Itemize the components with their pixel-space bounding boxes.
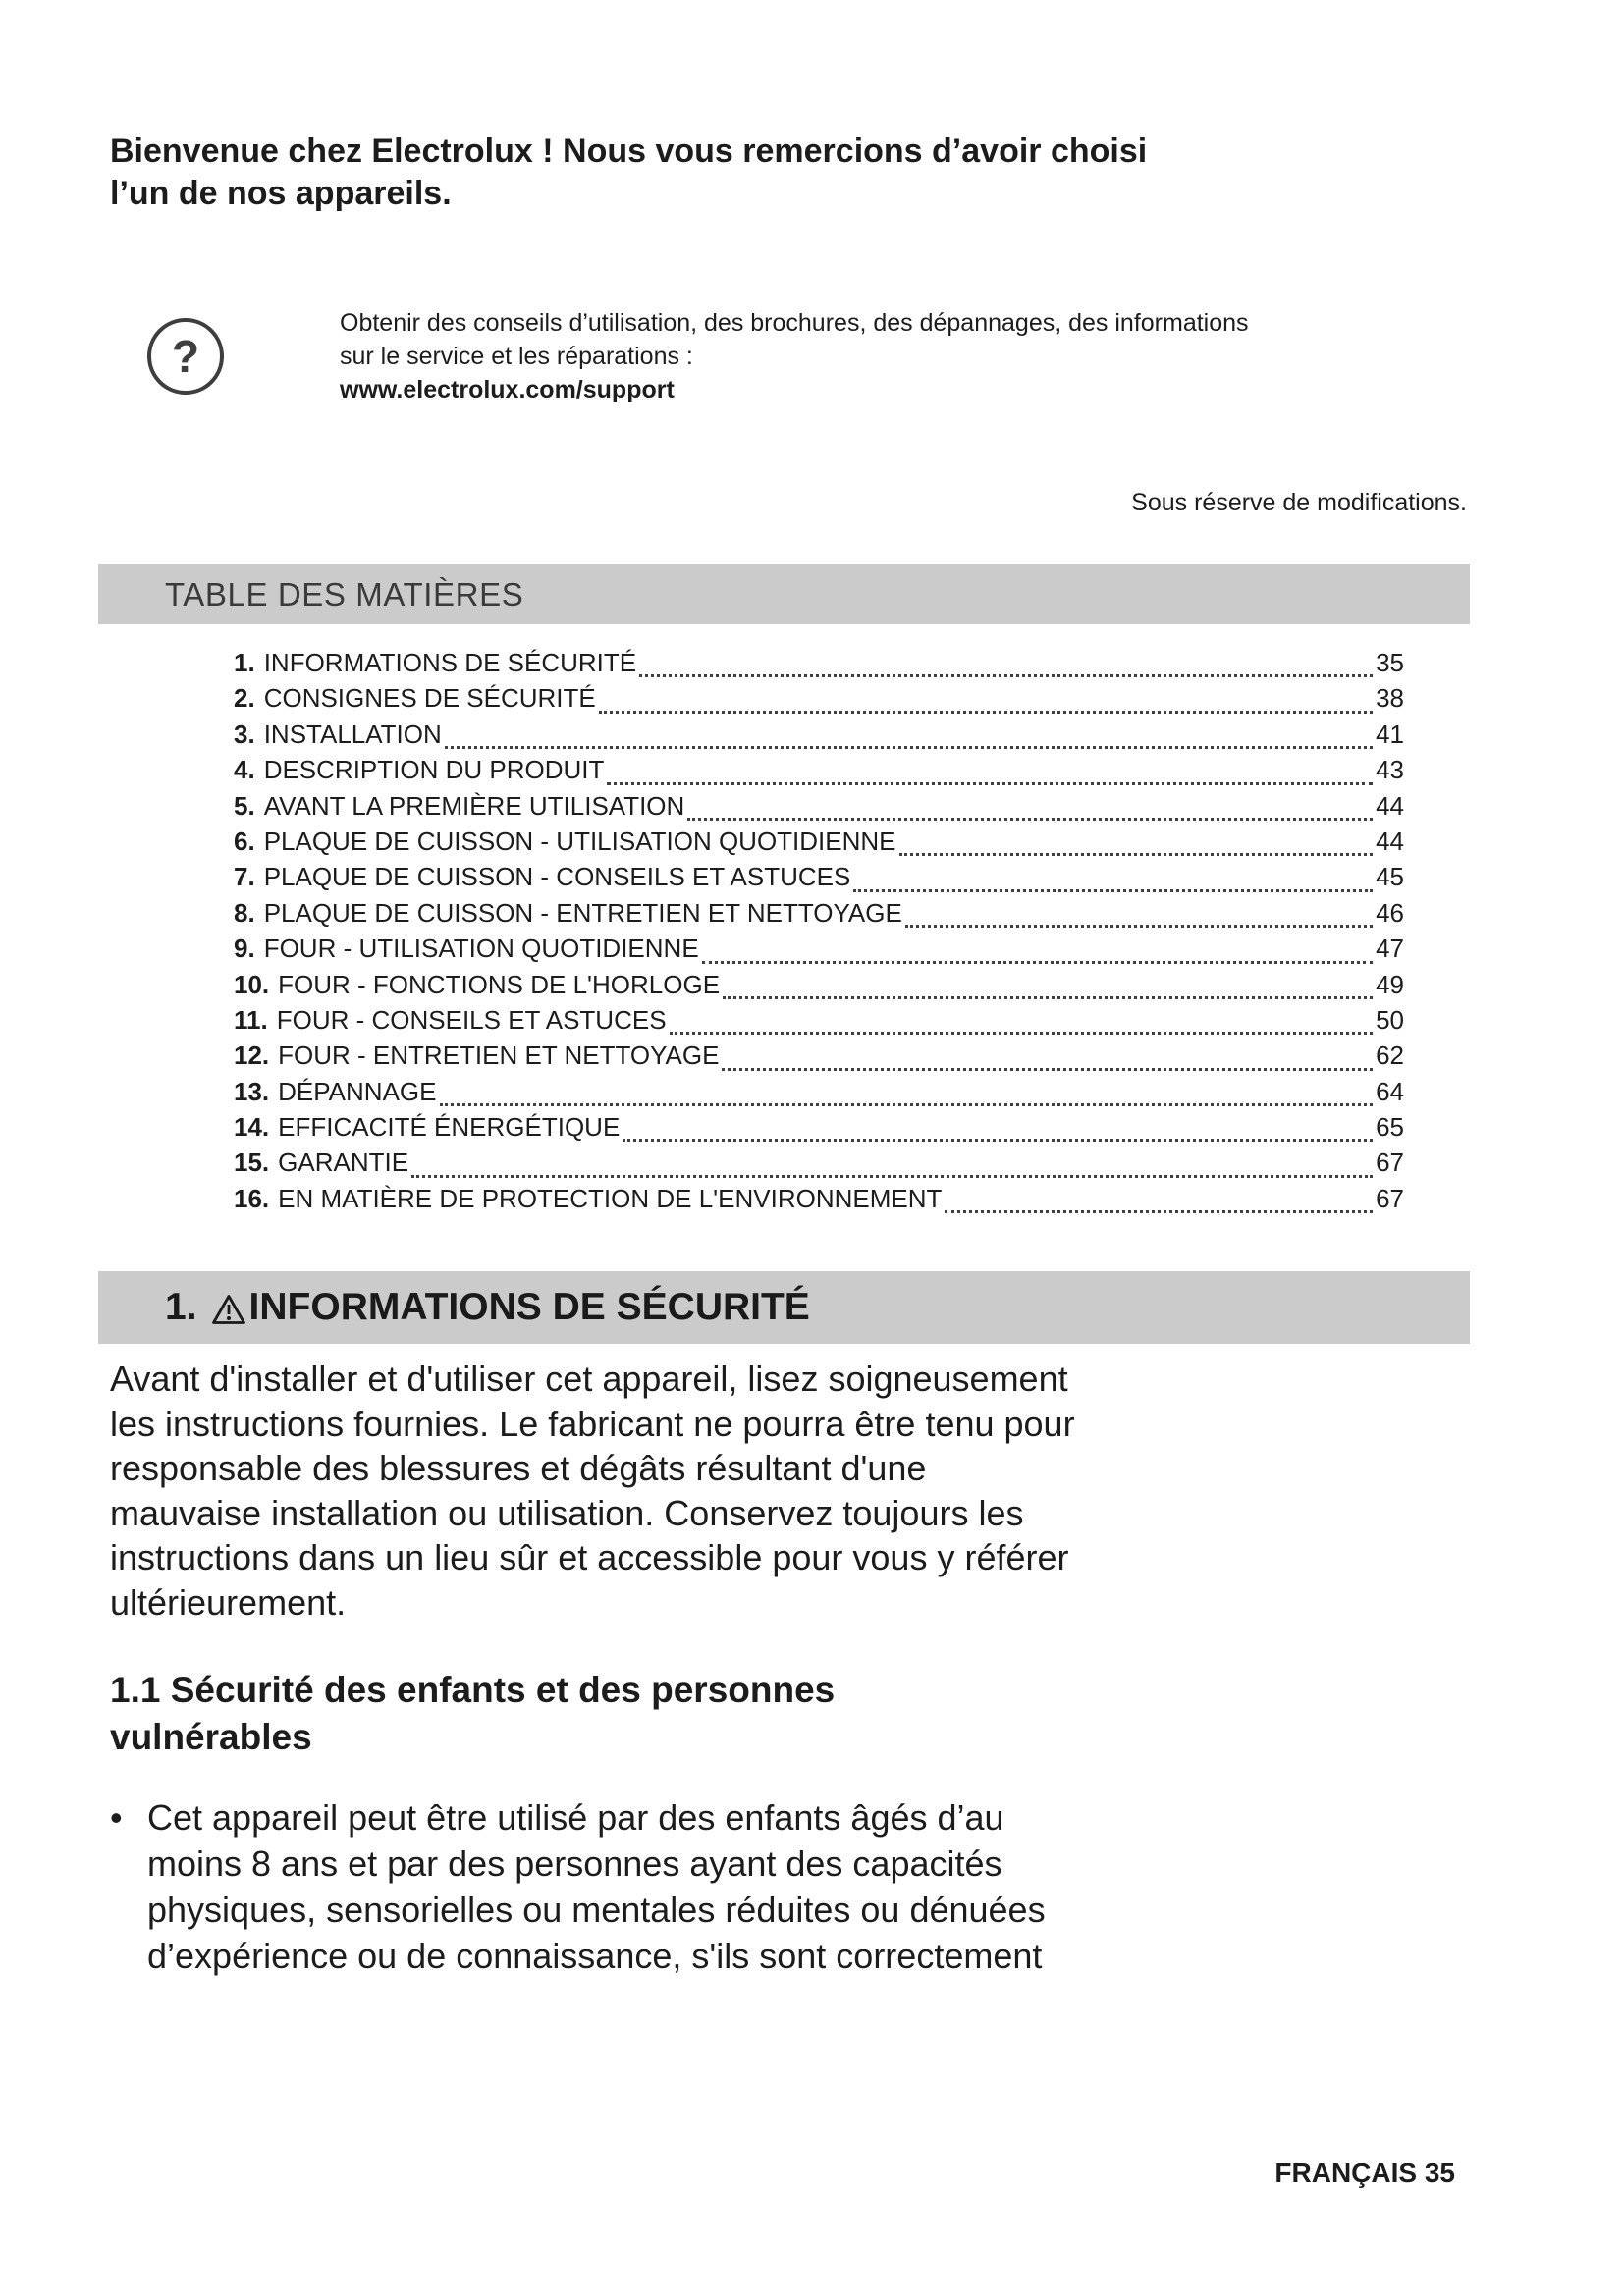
welcome-line: l’un de nos appareils. (110, 175, 452, 212)
toc-item-label: EN MATIÈRE DE PROTECTION DE L'ENVIRONNEMENT (278, 1183, 943, 1213)
toc-item-label: FOUR - ENTRETIEN ET NETTOYAGE (278, 1041, 720, 1071)
support-line: Obtenir des conseils d’utilisation, des brochures, des dépannages, des informations (340, 309, 1249, 337)
toc-item-page: 35 (1376, 648, 1404, 677)
toc-item-label: FOUR - UTILISATION QUOTIDIENNE (263, 934, 699, 964)
toc-item-label: INSTALLATION (263, 719, 442, 749)
toc-item (234, 683, 1404, 719)
toc-item-number: 1. (234, 648, 255, 677)
toc-item-label: GARANTIE (278, 1148, 409, 1178)
bullet-line: d’expérience ou de connaissance, s'ils sont correctement (147, 1936, 1043, 1976)
toc-item (234, 720, 1404, 755)
toc-leader (702, 961, 1373, 964)
toc-list (234, 648, 1404, 1219)
intro-line: les instructions fournies. Le fabricant ne pourra être tenu pour (110, 1403, 1075, 1444)
question-mark-glyph: ? (171, 331, 200, 382)
toc-item-number: 5. (234, 790, 255, 821)
toc-item-page: 64 (1376, 1076, 1404, 1106)
welcome-heading (110, 131, 1147, 215)
toc-item-number: 6. (234, 826, 255, 856)
toc-item (234, 1041, 1404, 1076)
toc-item-number: 11. (234, 1004, 268, 1035)
support-text (340, 306, 1249, 406)
bullet-text (147, 1794, 1046, 1979)
toc-leader (599, 711, 1373, 714)
bullet-marker: • (110, 1797, 123, 1838)
toc-item-page: 41 (1376, 719, 1404, 749)
toc-leader (853, 889, 1373, 892)
toc-leader (945, 1210, 1373, 1213)
intro-line: responsable des blessures et dégâts résultant d'une (110, 1448, 927, 1488)
toc-leader (639, 674, 1373, 677)
toc-item-number: 10. (234, 969, 270, 999)
toc-item-page: 67 (1376, 1183, 1404, 1213)
toc-item-number: 12. (234, 1041, 270, 1071)
intro-line: mauvaise installation ou utilisation. Conservez toujours les (110, 1492, 1024, 1533)
section1-intro (110, 1357, 1075, 1625)
toc-item-label: AVANT LA PREMIÈRE UTILISATION (263, 790, 685, 821)
toc-item-number: 9. (234, 934, 255, 964)
warning-triangle-icon (211, 1294, 246, 1325)
toc-item-label: DESCRIPTION DU PRODUIT (263, 755, 605, 785)
intro-line: Avant d'installer et d'utiliser cet appareil, lisez soigneusement (110, 1359, 1068, 1399)
toc-item-number: 14. (234, 1112, 270, 1143)
toc-item (234, 970, 1404, 1005)
toc-item-label: FOUR - FONCTIONS DE L'HORLOGE (278, 969, 721, 999)
bullet-line: physiques, sensorielles ou mentales réduites ou dénuées (147, 1890, 1046, 1930)
toc-item (234, 1148, 1404, 1183)
toc-item-label: FOUR - CONSEILS ET ASTUCES (276, 1004, 667, 1035)
question-mark-icon (147, 318, 224, 395)
welcome-line: Bienvenue chez Electrolux ! Nous vous remercions d’avoir choisi (110, 133, 1148, 170)
toc-item (234, 755, 1404, 790)
toc-leader (723, 996, 1373, 999)
toc-item-label: INFORMATIONS DE SÉCURITÉ (263, 648, 637, 677)
toc-item-number: 8. (234, 897, 255, 928)
toc-item-page: 49 (1376, 969, 1404, 999)
toc-leader (899, 853, 1374, 856)
toc-item-label: DÉPANNAGE (278, 1076, 437, 1106)
toc-item (234, 1005, 1404, 1041)
toc-item-page: 46 (1376, 897, 1404, 928)
toc-item-page: 67 (1376, 1148, 1404, 1178)
subheading-line: 1.1 Sécurité des enfants et des personnes (110, 1670, 836, 1710)
toc-item-label: PLAQUE DE CUISSON - ENTRETIEN ET NETTOYAGE (263, 897, 902, 928)
page-footer: FRANÇAIS 35 (1274, 2158, 1455, 2188)
toc-item (234, 1112, 1404, 1148)
toc-leader (722, 1068, 1373, 1071)
toc-title: TABLE DES MATIÈRES (165, 575, 524, 613)
toc-item-label: CONSIGNES DE SÉCURITÉ (263, 683, 596, 714)
toc-banner (98, 564, 1470, 624)
toc-leader (411, 1175, 1373, 1178)
toc-item-page: 38 (1376, 683, 1404, 714)
bullet-item (110, 1794, 1046, 1979)
toc-item-number: 7. (234, 862, 255, 892)
modifications-note: Sous réserve de modifications. (1131, 489, 1467, 516)
toc-item-number: 2. (234, 683, 255, 714)
toc-leader (687, 818, 1373, 821)
toc-item-number: 13. (234, 1076, 270, 1106)
toc-item (234, 898, 1404, 934)
toc-leader (445, 746, 1373, 749)
toc-item-label: PLAQUE DE CUISSON - CONSEILS ET ASTUCES (263, 862, 851, 892)
bullet-line: Cet appareil peut être utilisé par des enfants âgés d’au (147, 1797, 1004, 1838)
toc-leader (670, 1032, 1374, 1035)
toc-item-number: 4. (234, 755, 255, 785)
toc-item (234, 827, 1404, 862)
support-line: sur le service et les réparations : (340, 343, 693, 370)
toc-item-page: 45 (1376, 862, 1404, 892)
toc-leader (607, 782, 1373, 785)
toc-item (234, 862, 1404, 897)
toc-item-page: 50 (1376, 1004, 1404, 1035)
subheading-line: vulnérables (110, 1717, 312, 1757)
toc-item-page: 44 (1376, 826, 1404, 856)
support-url: www.electrolux.com/support (340, 376, 675, 403)
toc-item-number: 15. (234, 1148, 270, 1178)
toc-item (234, 1077, 1404, 1112)
toc-item (234, 648, 1404, 683)
section1-1-heading (110, 1667, 835, 1761)
intro-line: ultérieurement. (110, 1581, 347, 1623)
toc-leader (905, 925, 1373, 928)
toc-item-page: 47 (1376, 934, 1404, 964)
toc-item-label: PLAQUE DE CUISSON - UTILISATION QUOTIDIENNE (263, 826, 896, 856)
section1-title: INFORMATIONS DE SÉCURITÉ (248, 1286, 810, 1328)
toc-item (234, 1184, 1404, 1219)
toc-item-page: 65 (1376, 1112, 1404, 1143)
bullet-line: moins 8 ans et par des personnes ayant des capacités (147, 1843, 1002, 1884)
toc-item-page: 62 (1376, 1041, 1404, 1071)
toc-item-number: 16. (234, 1183, 270, 1213)
toc-leader (623, 1139, 1373, 1142)
intro-line: instructions dans un lieu sûr et accessible pour vous y référer (110, 1537, 1069, 1577)
toc-item-label: EFFICACITÉ ÉNERGÉTIQUE (278, 1112, 621, 1143)
toc-item-number: 3. (234, 719, 255, 749)
toc-leader (440, 1103, 1374, 1106)
section1-banner (98, 1271, 1470, 1344)
toc-item (234, 791, 1404, 827)
toc-item-page: 44 (1376, 790, 1404, 821)
support-row (147, 306, 1249, 406)
toc-item (234, 934, 1404, 969)
toc-item-page: 43 (1376, 755, 1404, 785)
section1-number: 1. (165, 1286, 197, 1328)
